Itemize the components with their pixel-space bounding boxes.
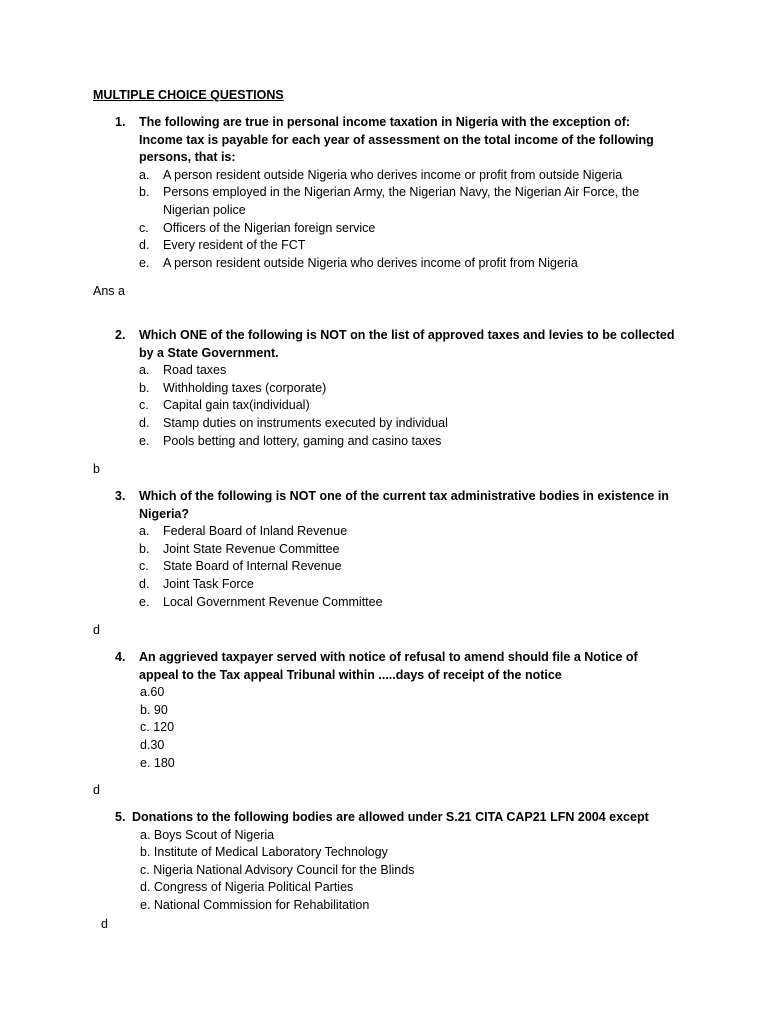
- option-item: [115, 255, 675, 273]
- page-title: MULTIPLE CHOICE QUESTIONS: [93, 88, 284, 102]
- answer-1: Ans a: [93, 284, 125, 298]
- question-number: 1.: [115, 115, 126, 129]
- option-letter: b.: [139, 541, 150, 556]
- option-text: Every resident of the FCT: [163, 238, 306, 253]
- option-item: [115, 558, 675, 576]
- option-text: Withholding taxes (corporate): [163, 380, 327, 395]
- question-stem: [115, 809, 675, 827]
- option-item: a.60: [140, 685, 165, 700]
- question-text: Which of the following is NOT one of the current tax administrative bodies in existence in Nigeria?: [139, 489, 669, 521]
- answer-2: b: [93, 462, 100, 476]
- option-text: Local Government Revenue Committee: [163, 594, 383, 609]
- option-item: d.30: [140, 737, 165, 752]
- option-item: [115, 184, 675, 219]
- option-item: [115, 541, 675, 559]
- question-3: [115, 488, 675, 611]
- question-stem: [115, 114, 675, 167]
- option-letter: c.: [139, 398, 149, 413]
- option-item: [115, 523, 675, 541]
- question-stem: [115, 488, 675, 523]
- option-text: Road taxes: [163, 363, 227, 378]
- question-number: 2.: [115, 328, 126, 342]
- option-item: e. National Commission for Rehabilitation: [140, 897, 370, 912]
- option-letter: d.: [139, 576, 150, 591]
- option-item: [115, 415, 675, 433]
- option-text: Stamp duties on instruments executed by individual: [163, 415, 448, 430]
- option-letter: e.: [139, 433, 150, 448]
- option-letter: d.: [139, 238, 150, 253]
- answer-3: d: [93, 623, 100, 637]
- option-list: [115, 362, 675, 450]
- option-list: [115, 167, 675, 273]
- question-stem: [115, 327, 675, 362]
- option-text: A person resident outside Nigeria who derives income or profit from outside Nigeria: [163, 167, 623, 182]
- question-text: An aggrieved taxpayer served with notice of refusal to amend should file a Notice of appeal to the Tax appeal Tribunal within .....days of receipt of the notice: [139, 650, 638, 682]
- option-item: b. Institute of Medical Laboratory Technology: [140, 845, 388, 860]
- option-letter: b.: [139, 185, 150, 200]
- question-1: [115, 114, 675, 272]
- option-list: [115, 523, 675, 611]
- option-item: [115, 220, 675, 238]
- option-letter: e.: [139, 255, 150, 270]
- question-5: [115, 809, 675, 915]
- question-text: Donations to the following bodies are allowed under S.21 CITA CAP21 LFN 2004 except: [132, 810, 649, 824]
- option-text: Officers of the Nigerian foreign service: [163, 220, 376, 235]
- option-item: c. Nigeria National Advisory Council for the Blinds: [140, 862, 415, 877]
- option-list: [115, 827, 675, 915]
- option-item: a. Boys Scout of Nigeria: [140, 827, 275, 842]
- option-item: [115, 433, 675, 451]
- option-item: [115, 362, 675, 380]
- option-text: State Board of Internal Revenue: [163, 559, 342, 574]
- option-item: e. 180: [140, 755, 175, 770]
- option-letter: b.: [139, 380, 150, 395]
- option-item: c. 120: [140, 720, 175, 735]
- option-item: [115, 397, 675, 415]
- question-text: The following are true in personal income taxation in Nigeria with the exception of: Income tax is payable for each year of assessment on the total income of the following persons, that is:: [139, 115, 654, 165]
- option-letter: a.: [139, 524, 150, 539]
- question-2: [115, 327, 675, 450]
- option-letter: a.: [139, 363, 150, 378]
- option-text: Joint Task Force: [163, 576, 254, 591]
- question-number: 3.: [115, 489, 126, 503]
- option-item: [115, 594, 675, 612]
- option-text: Persons employed in the Nigerian Army, the Nigerian Navy, the Nigerian Air Force, the Nigerian police: [163, 185, 640, 217]
- option-letter: e.: [139, 594, 150, 609]
- answer-4: d: [93, 783, 100, 797]
- option-text: Joint State Revenue Committee: [163, 541, 340, 556]
- question-number: 4.: [115, 650, 126, 664]
- question-text: Which ONE of the following is NOT on the list of approved taxes and levies to be collected by a State Government.: [139, 328, 675, 360]
- option-letter: c.: [139, 559, 149, 574]
- option-item: d. Congress of Nigeria Political Parties: [140, 880, 354, 895]
- question-4: [115, 649, 675, 772]
- option-text: Pools betting and lottery, gaming and casino taxes: [163, 433, 442, 448]
- question-stem: [115, 649, 675, 684]
- option-item: [115, 237, 675, 255]
- option-item: [115, 167, 675, 185]
- option-list: [115, 684, 675, 772]
- option-text: A person resident outside Nigeria who derives income of profit from Nigeria: [163, 255, 578, 270]
- option-item: b. 90: [140, 702, 168, 717]
- question-number: 5.: [115, 810, 126, 824]
- option-item: [115, 576, 675, 594]
- option-letter: d.: [139, 415, 150, 430]
- option-letter: c.: [139, 220, 149, 235]
- option-text: Capital gain tax(individual): [163, 398, 310, 413]
- option-text: Federal Board of Inland Revenue: [163, 524, 348, 539]
- option-item: [115, 380, 675, 398]
- option-letter: a.: [139, 167, 150, 182]
- answer-5: d: [101, 917, 108, 931]
